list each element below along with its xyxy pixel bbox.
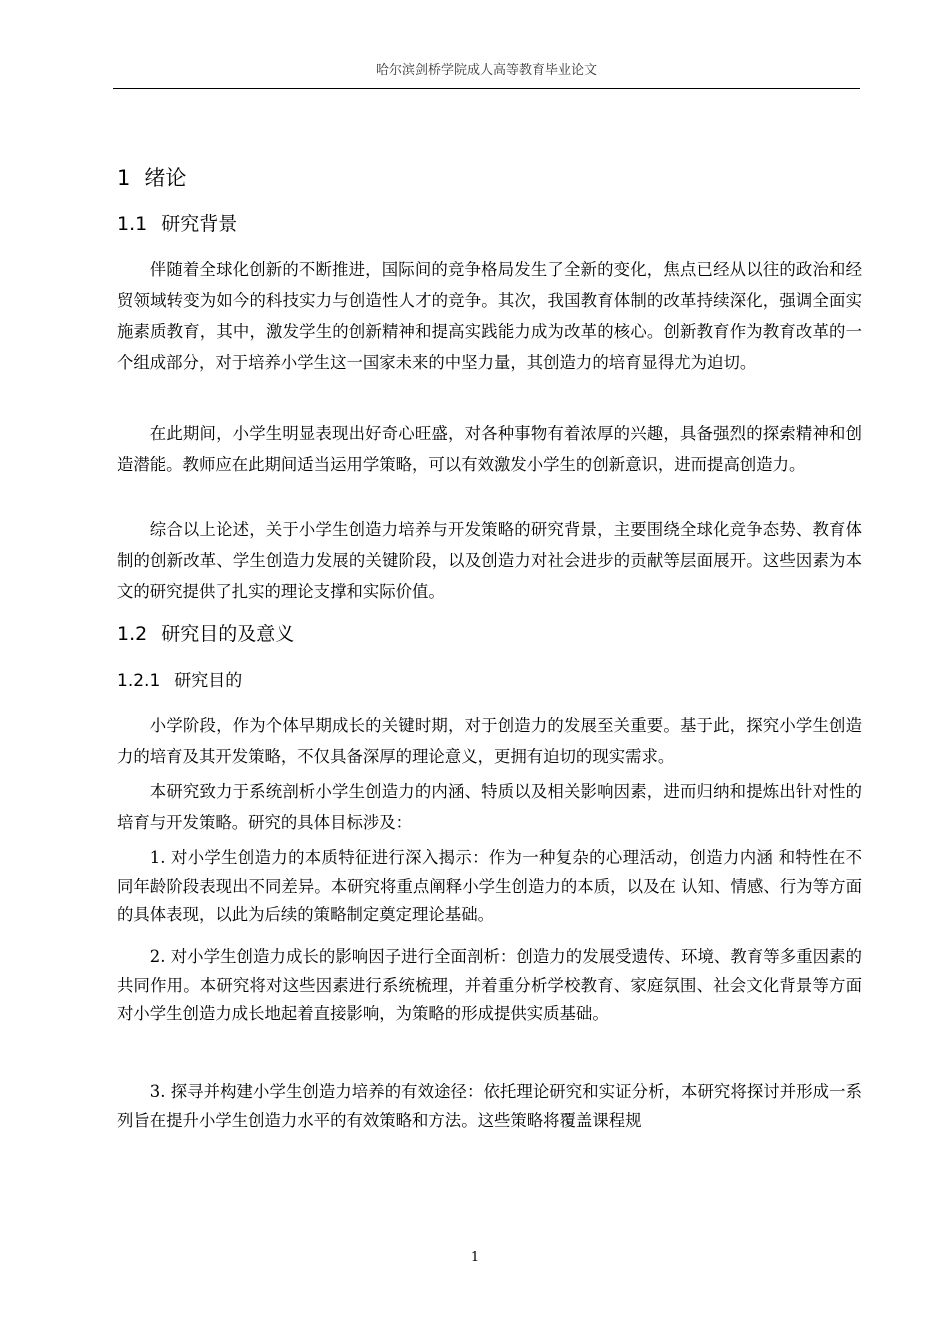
section-number: 1.1 — [117, 213, 148, 235]
purpose-paragraph-1: 小学阶段，作为个体早期成长的关键时期，对于创造力的发展至关重要。基于此，探究小学生创造力的培育及其开发策略，不仅具备深厚的理论意义，更拥有迫切的现实需求。 — [117, 716, 862, 766]
subsection-title: 研究目的 — [174, 671, 243, 691]
subsection-number: 1.2.1 — [117, 671, 161, 691]
background-paragraph-2: 在此期间，小学生明显表现出好奇心旺盛，对各种事物有着浓厚的兴趣，具备强烈的探索精神和创造潜能。教师应在此期间适当运用学策略，可以有效激发小学生的创新意识，进而提高创造力。 — [117, 424, 862, 474]
chapter-number: 1 — [117, 166, 131, 190]
running-header: 哈尔滨剑桥学院成人高等教育毕业论文 — [375, 63, 597, 78]
page-number: 1 — [470, 1250, 480, 1265]
list-item: 2. 对小学生创造力成长的影响因子进行全面剖析：创造力的发展受遗传、环境、教育等多重因素的共同作用。本研究将对这些因素进行系统梳理，并着重分析学校教育、家庭氛围、社会文化背景等方面对小学生创造力成长地起着直接影响，为策略的形成提供实质基础。 — [117, 947, 862, 1023]
background-paragraph-1: 伴随着全球化创新的不断推进，国际间的竞争格局发生了全新的变化，焦点已经从以往的政治和经贸领域转变为如今的科技实力与创造性人才的竞争。其次，我国教育体制的改革持续深化，强调全面实施素质教育，其中，激发学生的创新精神和提高实践能力成为改革的核心。创新教育作为教育改革的一个组成部分，对于培养小学生这一国家未来的中坚力量，其创造力的培育显得尤为迫切。 — [117, 260, 862, 372]
section-title: 研究背景 — [161, 213, 238, 235]
section-title: 研究目的及意义 — [161, 623, 295, 645]
list-item: 1. 对小学生创造力的本质特征进行深入揭示：作为一种复杂的心理活动，创造力内涵 和特性在不同年龄阶段表现出不同差异。本研究将重点阐释小学生创造力的本质，以及在 认知、情感、行为等方面的具体表现，以此为后续的策略制定奠定理论基础。 — [117, 848, 862, 924]
chapter-heading — [117, 163, 186, 193]
background-paragraph-3: 综合以上论述，关于小学生创造力培养与开发策略的研究背景，主要围绕全球化竞争态势、教育体制的创新改革、学生创造力发展的关键阶段，以及创造力对社会进步的贡献等层面展开。这些因素为本文的研究提供了扎实的理论支撑和实际价值。 — [117, 520, 862, 601]
section-number: 1.2 — [117, 623, 148, 645]
purpose-paragraph-2: 本研究致力于系统剖析小学生创造力的内涵、特质以及相关影响因素，进而归纳和提炼出针对性的培育与开发策略。研究的具体目标涉及： — [117, 782, 862, 832]
subsection-heading-1-2-1 — [117, 668, 242, 694]
header-rule — [113, 88, 860, 89]
list-item: 3. 探寻并构建小学生创造力培养的有效途径：依托理论研究和实证分析，本研究将探讨并形成一系列旨在提升小学生创造力水平的有效策略和方法。这些策略将覆盖课程规 — [117, 1082, 862, 1130]
chapter-title: 绪论 — [144, 166, 187, 190]
section-heading-1-1 — [117, 210, 237, 238]
section-heading-1-2 — [117, 620, 294, 648]
